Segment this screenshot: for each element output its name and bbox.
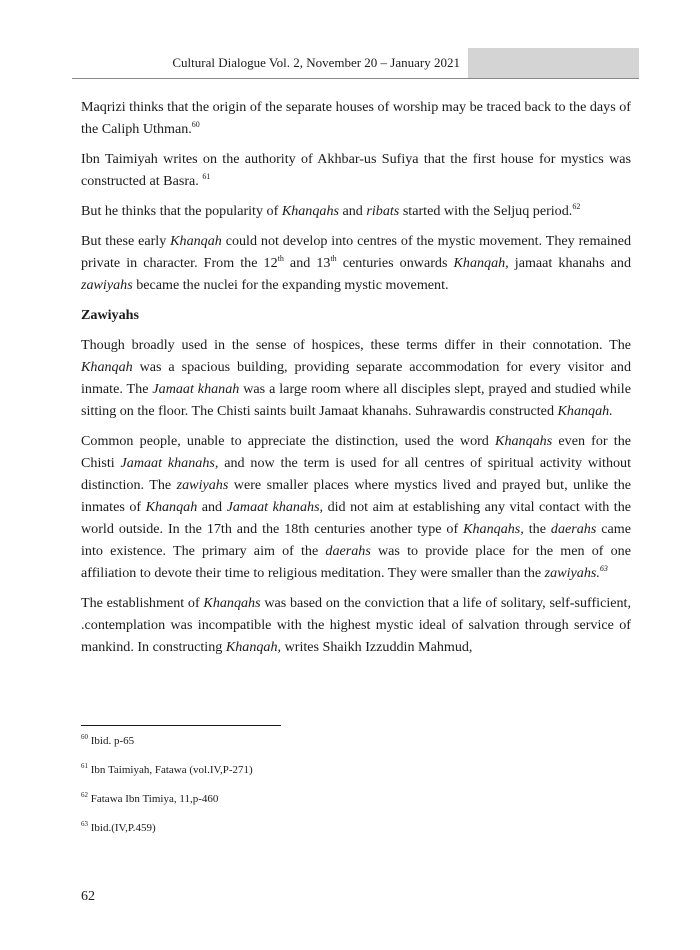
italic-term: Khanqah xyxy=(145,499,198,515)
footnote-separator xyxy=(81,725,281,726)
text-run: was based on the conviction that a life of solitary, self-sufficient, .contemplation was incompatible with the highest mystic ideal of salvation through service of mankind. In constructing xyxy=(81,595,631,655)
text-run: The establishment of xyxy=(81,595,204,611)
italic-term: zawiyahs xyxy=(81,277,133,293)
footnote-number: 61 xyxy=(81,762,88,770)
footnote-number: 63 xyxy=(81,820,88,828)
footnote xyxy=(81,763,631,777)
text-run: Common people, unable to appreciate the distinction, used the word xyxy=(81,433,496,449)
text-run: But these early xyxy=(81,233,171,249)
text-run: was a large room where all disciples slept, prayed and studied while sitting on the floor. The Chisti saints built Jamaat khanahs. Suhrawardis constructed xyxy=(81,381,631,419)
italic-term: Khanqahs xyxy=(203,595,261,611)
italic-term: Khanqah, xyxy=(225,639,282,655)
italic-term: Khanqah, xyxy=(453,255,509,271)
page-number: 62 xyxy=(81,889,95,904)
italic-term: Jamaat khanahs, xyxy=(226,499,324,515)
footnote-text: Fatawa Ibn Timiya, 11,p-460 xyxy=(88,793,219,805)
footnote-text: Ibid.(IV,P.459) xyxy=(88,822,156,834)
italic-term: Khanqah xyxy=(170,233,222,249)
footnote xyxy=(81,821,631,835)
text-run: Ibn Taimiyah writes on the authority of Akhbar-us Sufiya that the first house for mystics was constructed at Basra. xyxy=(81,151,631,189)
paragraph xyxy=(81,96,631,140)
header-shaded-bar xyxy=(468,48,639,78)
footnote-text: Ibn Taimiyah, Fatawa (vol.IV,P-271) xyxy=(88,764,253,776)
text-run: was to provide place for the men of one affiliation to devote their time to religious meditation. They were smaller than the xyxy=(81,543,631,581)
footnote-marker: 63 xyxy=(599,564,608,573)
italic-term: Khanqahs xyxy=(281,203,339,219)
footnote-number: 62 xyxy=(81,791,88,799)
text-run: became the nuclei for the expanding mystic movement. xyxy=(132,277,449,293)
text-run: the xyxy=(523,521,551,537)
italic-term: zawiyahs xyxy=(176,477,229,493)
paragraph xyxy=(81,430,631,584)
italic-term: daerahs xyxy=(325,543,371,559)
text-run: Maqrizi thinks that the origin of the separate houses of worship may be traced back to the days of the Caliph Uthman. xyxy=(81,99,631,137)
paragraph xyxy=(81,230,631,296)
italic-term: Khanqah xyxy=(81,359,133,375)
italic-term: zawiyahs. xyxy=(544,565,600,581)
italic-term: Khanqah. xyxy=(557,403,613,419)
text-run: was a spacious building, providing separate accommodation for every visitor and inmate. The xyxy=(81,359,631,397)
text-run: and 13 xyxy=(283,255,331,271)
italic-term: Jamaat khanah xyxy=(152,381,240,397)
footnotes xyxy=(81,734,631,850)
paragraph xyxy=(81,592,631,658)
text-run: even for the Chisti xyxy=(81,433,632,471)
text-run: centuries onwards xyxy=(336,255,454,271)
text-run: writes Shaikh Izzuddin Mahmud, xyxy=(281,639,473,655)
text-run: could not develop into centres of the mystic movement. They remained private in character. From the 12 xyxy=(81,233,631,271)
body-text xyxy=(81,96,631,666)
journal-title: Cultural Dialogue Vol. 2, November 20 – January 2021 xyxy=(172,55,460,70)
text-run: jamaat khanahs and xyxy=(508,255,631,271)
heading-text: Zawiyahs xyxy=(81,307,139,323)
superscript: th xyxy=(330,254,337,263)
paragraph xyxy=(81,148,631,192)
footnote xyxy=(81,792,631,806)
italic-term: Jamaat khanahs, xyxy=(120,455,219,471)
text-run: did not aim at establishing any vital contact with the world outside. In the 17th and the 18th centuries another type of xyxy=(81,499,631,537)
footnote-text: Ibid. p-65 xyxy=(88,735,135,747)
paragraph xyxy=(81,200,631,222)
footnote xyxy=(81,734,631,748)
superscript: 62 xyxy=(572,202,581,211)
paragraph xyxy=(81,334,631,422)
text-run: were smaller places where mystics lived and prayed but, unlike the inmates of xyxy=(81,477,631,515)
text-run: and now the term is used for all centres of spiritual activity without distinction. The xyxy=(81,455,631,493)
text-run: and xyxy=(338,203,367,219)
superscript: 61 xyxy=(202,172,211,181)
text-run: came into existence. The primary aim of the xyxy=(81,521,631,559)
italic-term: daerahs xyxy=(550,521,597,537)
section-heading xyxy=(81,304,631,326)
text-run: started with the Seljuq period. xyxy=(399,203,573,219)
text-run: and xyxy=(197,499,227,515)
running-header xyxy=(72,48,639,79)
superscript: 60 xyxy=(191,120,200,129)
italic-term: Khanqahs, xyxy=(463,521,524,537)
italic-term: ribats xyxy=(366,203,400,219)
footnote-number: 60 xyxy=(81,733,88,741)
italic-term: Khanqahs xyxy=(495,433,553,449)
text-run: But he thinks that the popularity of xyxy=(81,203,282,219)
text-run: Though broadly used in the sense of hospices, these terms differ in their connotation. The xyxy=(81,337,631,353)
superscript: th xyxy=(277,254,284,263)
